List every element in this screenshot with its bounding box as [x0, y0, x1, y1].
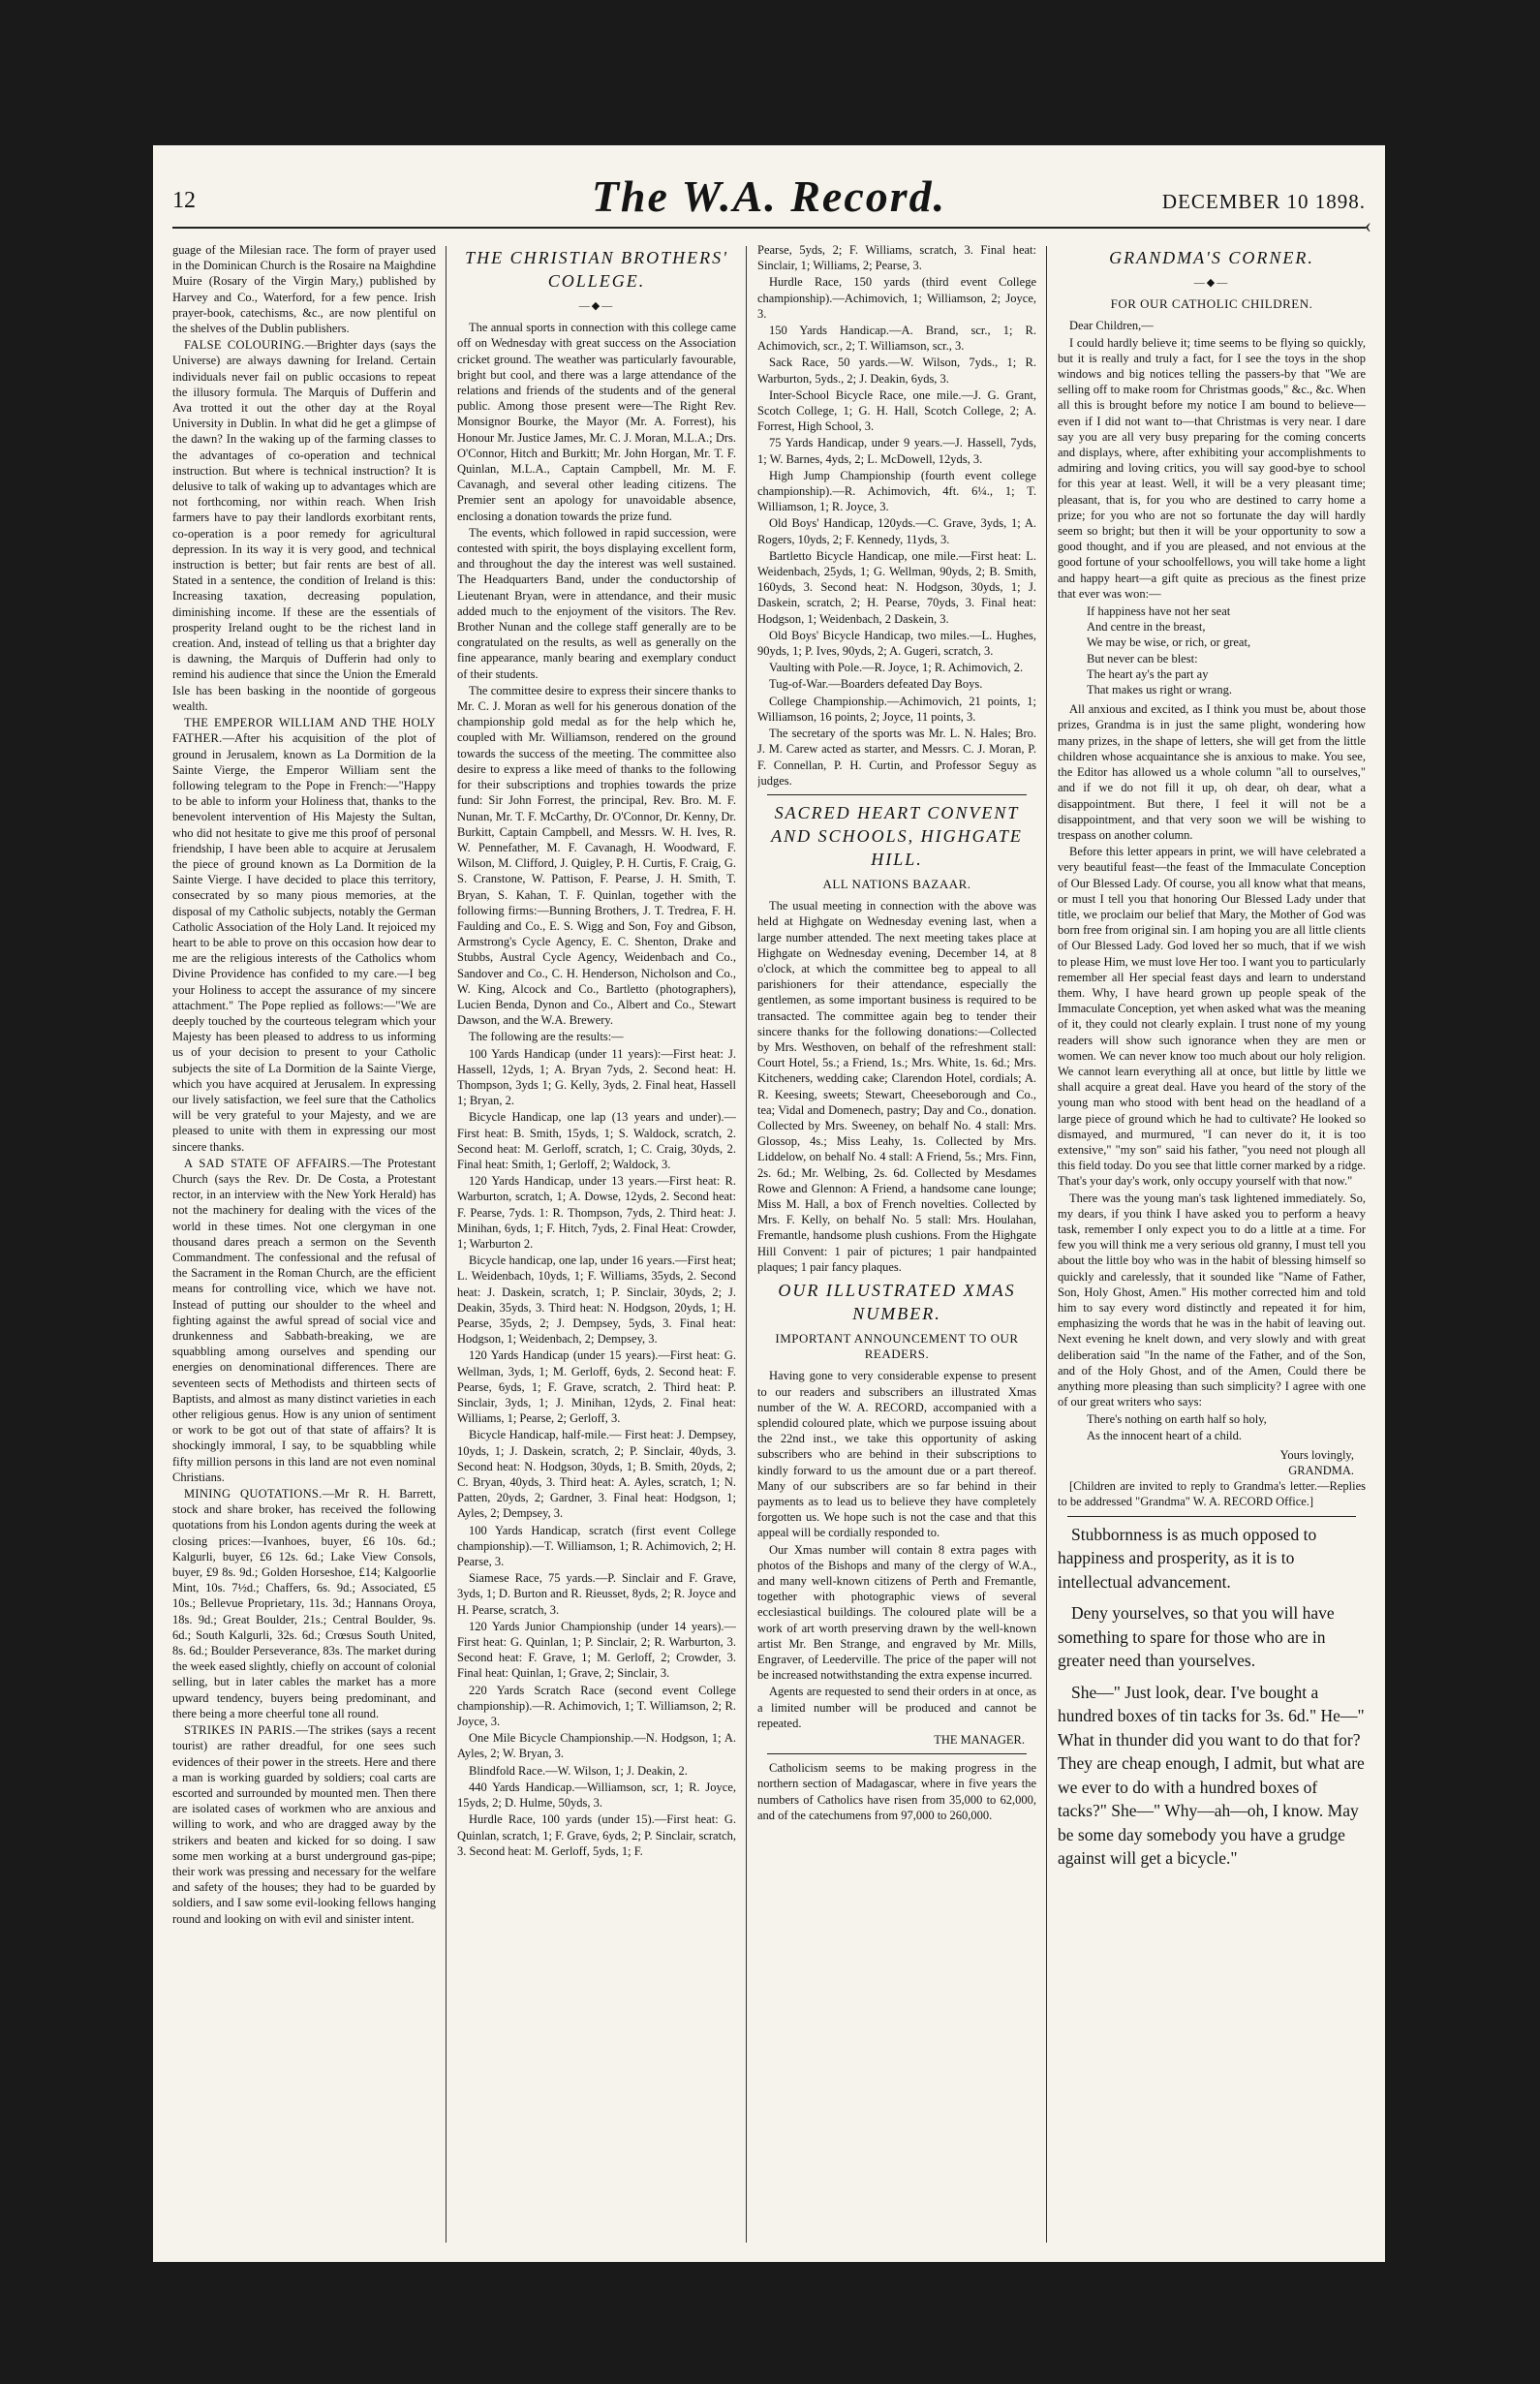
paragraph: Hurdle Race, 150 yards (third event College championship).—Achimovich, 1; Williamson, 2; Joyce, 3.	[757, 275, 1036, 321]
paragraph: guage of the Milesian race. The form of prayer used in the Dominican Church is the Rosaire na Maighdine Muire (Rosary of the Virgin Mary,) published by Harvey and Co., Waterford, for a few pence. Irish prayer-book, catechisms, &c., are now plentiful on the shelves of the Dublin publishers.	[172, 243, 436, 336]
paragraph: High Jump Championship (fourth event college championship).—R. Achimovich, 4ft. 6¼., 1; T. Williamson, 1; R. Joyce, 3.	[757, 468, 1036, 514]
paragraph-lead: A SAD STATE OF AFFAIRS.	[184, 1156, 351, 1170]
paragraph: Blindfold Race.—W. Wilson, 1; J. Deakin, 2.	[469, 1763, 688, 1778]
paragraph: The usual meeting in connection with the above was held at Highgate on Wednesday evening last, when a large number attended. The next meeting takes place at Highgate on Wednesday evening, December 14, at 8 o'clock, at which the committee beg to appeal to all parishioners for their attendance, especially the gentlemen, as some important business is required to be transacted. The committee again beg to tender their sincere thanks for the following donations:—Collected by Mrs. Westhoven, on behalf of the refreshment stall: Court Hotel, 5s.; a Friend, 1s.; Mrs. White, 1s. 6d.; Mrs. Kitcheners, wedding cake; Clarendon Hotel, cordials; A. R. Keesing, sweets; Stewart, Cheeseborough and Co., tea; Vidal and Domenech, pastry; Day and Co., donation. Collected by Mrs. Sweeney, on behalf No. 4 stall: Mrs. Glossop, 4s.; Miss Leahy, 1s. Collected by Mrs. Liddelow, on behalf No. 4 stall: A Friend, 5s.; Mrs. Finn, 2s. 6d.; Mr. Welbing, 2s. 6d. Collected by Mesdames Rowe and Glennon: A Friend, a handsome cane lounge; Miss M. Hall, a box of French novelties. Collected by Mrs. F. Kelly, on behalf No. 5 stall: Mrs. Houlahan, Fremantle, handsome plush cushions. From the Highgate Hill Convent: 1 pair of pictures; 1 pair handpainted plaques; 1 pair fancy plaques.	[757, 899, 1036, 1274]
paragraph: Pearse, 5yds, 2; F. Williams, scratch, 3. Final heat: Sinclair, 1; Williams, 2; Pearse, 3.	[757, 243, 1036, 273]
paragraph: Inter-School Bicycle Race, one mile.—J. G. Grant, Scotch College, 1; G. H. Hall, Scotch College, 2; A. Forrest, High School, 3.	[757, 387, 1036, 434]
paragraph-body: —The strikes (says a recent tourist) are rather dreadful, for one sees such evidences of their power in the streets. Here and there a man is working guarded by soldiers; coal carts are escorted and surrounded by mounted men. Then there are isolated cases of workmen who are anxious and willing to work, and who are dragged away by the strikers and beaten and kicked for so doing. I saw some men working at a burst underground gas-pipe; their work was pressing and necessary for the welfare and safety of the houses; they had to be guarded by soldiers, and I saw some evil-looking fellows hanging round and looking on with evil and sinister intent.	[172, 1723, 436, 1926]
paragraph: Bicycle handicap, one lap, under 16 years.—First heat; L. Weidenbach, 10yds, 1; F. Williams, 35yds, 2. Second heat: J. Daskein, scratch, 1; P. Sinclair, 30yds, 2; J. Deakin, 35yds, 3. Third heat: N. Hodgson, 20yds, 1; H. Pearse, 35yds, 2; J. Dempsey, 5yds, 3. Final heat: Hodgson, 1; Weidenbach, 2; Dempsey, 3.	[457, 1254, 736, 1347]
article-title: SACRED HEART CONVENT AND SCHOOLS, HIGHGATE HILL.	[771, 802, 1023, 869]
poem-line: The heart ay's the part ay	[1087, 666, 1209, 681]
paragraph: Bicycle Handicap, half-mile.— First heat: J. Dempsey, 10yds, 1; J. Daskein, scratch, 2; P. Sinclair, 40yds, 3. Second heat: N. Hodgson, 30yds, 1; B. Smith, 20yds, 2; C. Bryan, 40yds, 3. Third heat: A. Ayles, scratch, 1; N. Patten, 20yds, 2; Gardner, 3. Final heat: Hodgson, 1; Ayles, 2; Dempsey, 3.	[457, 1428, 736, 1521]
paragraph: Tug-of-War.—Boarders defeated Day Boys.	[769, 677, 983, 692]
ornament: —◆—	[578, 300, 615, 312]
paragraph: Hurdle Race, 100 yards (under 15).—First heat: G. Quinlan, scratch, 1; F. Grave, 6yds, 2; P. Sinclair, scratch, 3. Second heat: M. Gerloff, 5yds, 1; F.	[457, 1812, 736, 1858]
quote	[1087, 1411, 1366, 1442]
paragraph: She—" Just look, dear. I've bought a hundred boxes of tin tacks for 3s. 6d." He—" What in thunder did you want to do that for? They are cheap enough, I admit, but what are we ever to do with a hundred boxes of tacks?" She—" Why—ah—oh, I know. May be some day somebody you have a grudge against will get a bicycle."	[1058, 1682, 1365, 1869]
section-divider	[767, 1753, 1027, 1754]
paragraph	[172, 337, 436, 714]
ornament: —◆—	[1193, 277, 1230, 289]
column-4	[1058, 242, 1366, 2245]
paragraph: College Championship.—Achimovich, 21 points, 1; Williamson, 16 points, 2; Joyce, 11 points, 3.	[757, 694, 1036, 724]
paragraph-body: —The Protestant Church (says the Rev. Dr. De Costa, a Protestant rector, in an interview with the New York Herald) has not the machinery for dealing with the vices of the world in these times. Not one clergyman in one thousand dares preach a sermon on the Seventh Commandment. The confessional and the refusal of the Sacrament in the Roman Church, are the efficient means for controlling vice, which we have not. Instead of putting our shoulder to the wheel and fighting against the awful spread of social vice and drunkenness and Sabbath-breaking, we are squabbling among ourselves and spending our energies on denominational differences. There are seventeen sects of Methodists and thirteen sects of Baptists, and almost as many distinct varieties in each other religious genus. How is any union of sentiment or work to be got out of that state of affairs? It is shockingly immoral, I say, to be squabbling while fifty million persons in this land are not even nominal Christians.	[172, 1156, 436, 1484]
paragraph: Agents are requested to send their orders in at once, as a limited number will be produced and cannot be repeated.	[757, 1685, 1036, 1730]
page-header	[172, 170, 1366, 229]
paragraph-lead: STRIKES IN PARIS.	[184, 1723, 296, 1738]
column-rule	[446, 246, 447, 2243]
paragraph: Deny yourselves, so that you will have something to spare for those who are in greater need than yourselves.	[1058, 1603, 1335, 1671]
paragraph: 120 Yards Junior Championship (under 14 years).—First heat: G. Quinlan, 1; P. Sinclair, 2; R. Warburton, 3. Second heat: F. Grave, 1; M. Gerloff, 2; Crowder, 3. Final heat: Quinlan, 1; Grave, 2; Sinclair, 3.	[457, 1619, 736, 1681]
paragraph: 75 Yards Handicap, under 9 years.—J. Hassell, 7yds, 1; W. Barnes, 4yds, 2; L. McDowell, 12yds, 3.	[757, 436, 1036, 466]
paragraph: The events, which followed in rapid succession, were contested with spirit, the boys displaying excellent form, and throughout the day the interest was well sustained. The Headquarters Band, under the conductorship of Lieutenant Bryan, were in attendance, and their music added much to the enjoyment of the visitors. The Rev. Brother Nunan and the college staff generally are to be congratulated on the results, as well as generally on the fine appearance, manly bearing and exemplary conduct of their students.	[457, 525, 736, 681]
large-type-block	[1058, 1523, 1366, 1871]
paragraph: 100 Yards Handicap (under 11 years):—First heat: J. Hassell, 12yds, 1; A. Bryan 7yds, 2. Second heat: H. Thompson, 3yds 1; G. Kelly, 3yds, 2. Final heat, Hassell 1; Bryan, 2.	[457, 1046, 736, 1108]
paragraph: Bartletto Bicycle Handicap, one mile.—First heat: L. Weidenbach, 25yds, 1; G. Wellman, 90yds, 2; B. Smith, 160yds, 3. Second heat: N. Hodgson, 30yds, 1; J. Daskein, scratch, 2; H. Pearse, 70yds, 3. Final heat: Hodgson, 1; Weidenbach, 2 Daskein, 3.	[757, 548, 1036, 626]
paragraph-lead: MINING QUOTATIONS.	[184, 1487, 323, 1502]
paragraph: Old Boys' Bicycle Handicap, two miles.—L. Hughes, 90yds, 1; P. Ives, 90yds, 2; A. Gugeri, scratch, 3.	[757, 628, 1036, 659]
paragraph: All anxious and excited, as I think you must be, about those prizes, Grandma is in just the same plight, wondering how many prizes, in the shape of letters, she will get from the little children whose acquaintance she is anxious to make. You see, the Editor has allowed us a whole column "all to ourselves," and if we do not fill it up, oh dear, oh dear, what a disappointment. But there, I feel it will not be a disappointment, and that very soon we will be wishing to trespass on another column.	[1058, 702, 1366, 842]
section-divider	[1067, 1516, 1356, 1517]
poem	[1087, 604, 1366, 697]
paragraph-body: —Brighter days (says the Universe) are always dawning for Ireland. Certain individuals never fail on public occasions to repeat the illusory formula. The Marquis of Dufferin and Ava trotted it out the other day at the Royal University in Dublin. In what did he get a glimpse of the dawn? In the waking up of the farming classes to the advantages of co-operation and technical instruction. But where is technical instruction? It is delusive to talk of waking up to advantages which are not forthcoming, nor within reach. When Irish farmers have to pay their landlords exorbitant rents, co-operation is a poor remedy for agricultural depression. In its way it is very good, and technical instruction is better; but fair rents are best of all. Stated in a sentence, the condition of Ireland is this: Increasing taxation, decreasing population, diminishing income. If these are the essentials of prosperity Ireland ought to be the richest land in creation. And, instead of telling us that a brighter day is dawning, the Marquis of Dufferin had only to remind his audience that since the Union the Emerald Isle has been basking in the noontide of gorgeous wealth.	[172, 338, 436, 713]
paragraph: 120 Yards Handicap, under 13 years.—First heat: R. Warburton, scratch, 1; A. Dowse, 12yds, 2. Second heat: F. Pearse, 7yds. 1: R. Thompson, 7yds, 2. Third heat: J. Minihan, 6yds, 1; F. Hitch, 7yds, 2. Final Heat: Crowder, 1; Warburton 2.	[457, 1174, 736, 1251]
paragraph: The annual sports in connection with this college came off on Wednesday with great success on the Association cricket ground. The weather was particularly favourable, bright but cool, and there was a large attendance of the relations and friends of the students and of the general public. Among those present were—The Right Rev. Monsignor Bourke, the Mayor (Mr. A. Forrest), his Honour Mr. Justice James, Mr. C. J. Moran, M.L.A.; Drs. O'Connor, Hitch and Burkitt; Mr. John Horgan, Mr. T. F. Quinlan, M.L.A., Captain Campbell, Mr. M. F. Cavanagh, and several other leading citizens. The Premier sent an apology for unavoidable absence, enclosing a donation towards the prize fund.	[457, 321, 736, 523]
closing: Yours lovingly,	[1279, 1447, 1354, 1462]
article-subtitle: ALL NATIONS BAZAAR.	[822, 876, 971, 891]
article-title: GRANDMA'S CORNER.	[1109, 248, 1314, 267]
signature: GRANDMA.	[1288, 1464, 1354, 1478]
paragraph: Bicycle Handicap, one lap (13 years and under).—First heat: B. Smith, 15yds, 1; S. Waldock, scratch, 2. Second heat: M. Gerloff, scratch, 1; C. Craig, 30yds, 2. Final heat: Smith, 1; Gerloff, 2; Waldock, 3.	[457, 1110, 736, 1171]
salutation: Dear Children,—	[1069, 319, 1154, 333]
paragraph: The secretary of the sports was Mr. L. N. Hales; Bro. J. M. Carew acted as starter, and Messrs. C. J. Moran, P. F. Connellan, P. H. Curtin, and Professor Seguy as judges.	[757, 727, 1036, 788]
column-rule	[1046, 246, 1047, 2243]
column-2	[457, 242, 736, 2245]
paragraph	[172, 1156, 436, 1485]
paragraph: Vaulting with Pole.—R. Joyce, 1; R. Achimovich, 2.	[769, 661, 1024, 675]
paragraph: Siamese Race, 75 yards.—P. Sinclair and F. Grave, 3yds, 1; D. Burton and R. Rieusset, 8yds, 2; R. Joyce and H. Pearse, scratch, 3.	[457, 1571, 736, 1617]
article-title: THE CHRISTIAN BROTHERS' COLLEGE.	[465, 248, 728, 291]
paragraph: 100 Yards Handicap, scratch (first event College championship).—T. Williamson, 1; R. Achimovich, 2; H. Pearse, 3.	[457, 1523, 736, 1569]
poem-line: That makes us right or wrang.	[1087, 683, 1232, 697]
article-title: OUR ILLUSTRATED XMAS NUMBER.	[778, 1280, 1016, 1323]
poem-line: We may be wise, or rich, or great,	[1087, 635, 1251, 650]
paragraph-lead: FALSE COLOURING.	[184, 338, 305, 353]
issue-date: DECEMBER 10 1898.	[1161, 190, 1366, 213]
margin-mark: ‹	[1364, 213, 1371, 237]
paragraph: I could hardly believe it; time seems to be flying so quickly, but it is really and truly a fact, for I see the toys in the shop windows and big notices telling the passers-by that "We are selling off to make room for Christmas goods," &c., &c. When all this is brought before my notice I am bound to believe—even if I did not want to—that Christmas is very near. I dare say you are all very busy preparing for the coming concerts and displays, where, after exhibiting your accomplishments to admiring and loving critics, you will say good-bye to school for this year at least. Well, it will be a very pleasant time; pleasant, that is, for you who are destined to carry home a prize; for you who are not so fortunate the day will hardly seem so bright; but then it will be your opportunity to sow a good thought, and if you are pleased, and not envious at the good fortune of your schoolfellows, you will take home a light and happy heart—a gift quite as precious as the finest prize that ever was won:—	[1058, 335, 1366, 601]
paragraph-body: —After his acquisition of the plot of ground in Jerusalem, known as La Dormition de la Sainte Vierge, the Emperor William sent the following telegram to the Pope in French:—"Happy to be able to inform your Holiness that, thanks to the benevolent intervention of His Majesty the Sultan, who did not hesitate to give me this proof of personal friendship, I have been able to acquire at Jerusalem the piece of ground known as La Dormition de la Sainte Vierge. I have decided to place this territory, consecrated by so many pious memories, at the disposal of my Catholic subjects, notably the German Catholic Association of the Holy Land. It rejoiced my heart to be able to prove on this occasion how dear to me are the religious interests of the Catholics whom Divine Providence has confided to my care.—I beg your Holiness to accept the assurance of my sincere attachment." The Pope replied as follows:—"We are deeply touched by the courteous telegram which your Majesty has been pleased to address to us informing us of your decision to present to your Catholic subjects the site of La Dormition de la Sainte Vierge, which you have acquired at Jerusalem. In expressing our lively satisfaction, we feel sure that the Catholics will be very grateful to your Majesty, and we are pleased to unite with them in expressing our most sincere thanks.	[172, 731, 436, 1154]
paragraph	[172, 1486, 436, 1721]
paragraph-body: —Mr R. H. Barrett, stock and share broker, has received the following quotations from his London agents during the week at closing prices:—Ivanhoes, buyer, £6 10s. 6d.; Kalgurli, buyer, £6 12s. 6d.; Lake View Consols, buyer, £9 8s. 9d.; Golden Horseshoe, £14; Kalgoorlie Mint, 10s. 7½d.; Chaffers, 6s. 9d.; Associated, £5 10s.; Bellevue Proprietary, 11s. 3d.; Hannans Oroya, 18s. 9d.; Great Boulder, 21s.; Central Boulder, 9s. 6d.; South Kalgurli, 32s. 6d.; Crœsus South United, 8s. 6d.; Boulder Perseverance, 83s. The market during the week eased slightly, chiefly on account of colonial selling, but in later cables the market has a more upward tendency, buyers being predominant, and there being a more cheerful tone all round.	[172, 1487, 436, 1720]
paragraph: 120 Yards Handicap (under 15 years).—First heat: G. Wellman, 3yds, 1; M. Gerloff, 6yds, 2. Second heat: F. Pearse, 6yds, 1; F. Grave, scratch, 2. Third heat: P. Sinclair, 3yds, 1; J. Minihan, 12yds, 2. Final heat: Williams, 1; Pearse, 2; Gerloff, 3.	[457, 1348, 736, 1426]
column-3	[757, 242, 1036, 2245]
paragraph-lead: THE EMPEROR WILLIAM AND THE HOLY FATHER.	[172, 716, 436, 746]
paragraph: Before this letter appears in print, we will have celebrated a very beautiful feast—the feast of the Immaculate Conception of Our Blessed Lady. Of course, you all know what that means, or must I tell you that honoring Our Blessed Lady under that title, we proclaim our belief that Mary, the Mother of God was born free from original sin. I am hoping you are all little clients of Our Blessed Lady. God loved her so much, that if we wish to please Him, we must love Her too. I want you to particularly remember all Her special feast days and learn to understand them. Why, I have heard grown up people speak of the Immaculate Conception, yet when asked what was the meaning of it, they could not clearly explain. I trust none of my young readers will show such ignorance when they are men or women. We can never know too much about our holy religion. We cannot learn everything all at once, but little by little we shall acquire a great deal. Have you heard of the story of the young man who stood with bent head on the headland of a large piece of ground which he had to cultivate? He looked so dismayed, and murmured, "I can never do it, it is too extensive," "my son" said his father, "you need not plough all this field today. Do you see that little corner marked by a ridge. That's your day's work, only occupy yourself with that now."	[1058, 845, 1366, 1189]
paragraph: The committee desire to express their sincere thanks to Mr. C. J. Moran as well for his generous donation of the championship gold medal as for the help which he, coupled with Mr. Williamson, rendered on the ground towards the success of the meeting. The committee also desire to express a like meed of thanks to the following for their subscriptions and trophies towards the prize fund: Sir John Forrest, the principal, Rev. Bro. M. F. Nunan, Mr. T. F. McCarthy, Dr. O'Connor, Dr. Kenny, Dr. Burkitt, Captain Campbell, and Messrs. W. H. Ives, R. W. Pennefather, M. F. Cavanagh, H. Woodward, F. Wilson, M. Clifford, J. Quigley, P. H. Curtis, F. Craig, G. S. Cranstone, W. Pattison, F. Pearse, J. H. Smith, T. Bryan, S. Kahan, T. F. Quinlan, together with the following firms:—Bunning Brothers, J. T. Tredrea, F. H. Faulding and Co., E. S. Wigg and Son, Foy and Gibson, Armstrong's Cycle Agency, E. C. Shenton, Drake and Stubbs, Austral Cycle Agency, Weidenbach and Co., Sandover and Co., C. H. Henderson, Nicholson and Co., W. King, Alcock and Co., Bartletto (photographers), Lucien Benda, Dynon and Co., Albert and Co., Stewart Dawson, and the W.A. Brewery.	[457, 683, 736, 1028]
page-number: 12	[172, 188, 196, 213]
paragraph	[172, 715, 436, 1155]
paragraph: Having gone to very considerable expense to present to our readers and subscribers an illustrated Xmas number of the W. A. RECORD, accompanied with a splendid coloured plate, which we purpose issuing about the 22nd inst., we take this opportunity of asking subscribers who are behind in their subscriptions to kindly forward to us the amount due or a part thereof. Many of our subscribers are so far behind in their payments as to lead us to believe they have completely forgotten us. We hope such is not the case and that this appeal will be cordially responded to.	[757, 1369, 1036, 1540]
paragraph: Sack Race, 50 yards.—W. Wilson, 7yds., 1; R. Warburton, 5yds., 2; J. Deakin, 6yds, 3.	[757, 356, 1036, 386]
paragraph: Catholicism seems to be making progress in the northern section of Madagascar, where in five years the numbers of Catholics have risen from 35,000 to 62,000, and of the catechumens from 97,000 to 260,000.	[757, 1761, 1036, 1822]
poem-line: If happiness have not her seat	[1087, 604, 1231, 619]
column-rule	[746, 246, 747, 2243]
newspaper-page	[153, 145, 1385, 2262]
paragraph: The following are the results:—	[469, 1030, 624, 1044]
paragraph: 440 Yards Handicap.—Williamson, scr, 1; R. Joyce, 15yds, 2; D. Hulme, 50yds, 3.	[457, 1780, 736, 1811]
paragraph: 220 Yards Scratch Race (second event College championship).—R. Achimovich, 1; T. Williamson, 2; R. Joyce, 3.	[457, 1683, 736, 1729]
paragraph: One Mile Bicycle Championship.—N. Hodgson, 1; A. Ayles, 2; W. Bryan, 3.	[457, 1731, 736, 1761]
paragraph: There was the young man's task lightened immediately. So, my dears, if you think I have asked you to perform a heavy task, remember I only expect you to do a little at a time. For few you will think me a very serious old granny, I must tell you about the little boy who was in the habit of blessing himself so quickly and carelessly, that it sounded like "Name of Father, Son, Holy Ghost, Amen." His mother corrected him and told him to say every word distinctly and repeated it for him, emphasizing the words that he was in the habit of leaving out. Next evening he knelt down, and very slowly and with great deliberation said "In the name of the Father, and of the Son, and of the Holy Ghost, and of the Amen, Could there be anything more pleasing than such simplicity? I agree with one of our great writers who says:	[1058, 1191, 1366, 1409]
poem-line: But never can be blest:	[1087, 651, 1198, 666]
quote-line: As the innocent heart of a child.	[1087, 1428, 1243, 1442]
section-divider	[767, 794, 1027, 795]
paragraph: Stubbornness is as much opposed to happiness and prosperity, as it is to intellectual advancement.	[1058, 1524, 1317, 1592]
editor-note: [Children are invited to reply to Grandma's letter.—Replies to be addressed "Grandma" W. A. RECORD Office.]	[1058, 1479, 1366, 1509]
article-subtitle: FOR OUR CATHOLIC CHILDREN.	[1110, 296, 1313, 312]
paragraph: Old Boys' Handicap, 120yds.—C. Grave, 3yds, 1; A. Rogers, 10yds, 2; F. Kennedy, 11yds, 3.	[757, 516, 1036, 546]
masthead: The W.A. Record.	[591, 171, 947, 221]
poem-line: And centre in the breast,	[1087, 620, 1206, 635]
paragraph: 150 Yards Handicap.—A. Brand, scr., 1; R. Achimovich, scr., 2; T. Williamson, scr., 3.	[757, 324, 1036, 354]
signoff: THE MANAGER.	[934, 1733, 1025, 1748]
article-subtitle: IMPORTANT ANNOUNCEMENT TO OUR READERS.	[775, 1330, 1019, 1362]
paragraph	[172, 1722, 436, 1927]
column-1	[172, 242, 436, 2245]
quote-line: There's nothing on earth half so holy,	[1087, 1412, 1267, 1427]
paragraph: Our Xmas number will contain 8 extra pages with photos of the Bishops and many of the clergy of W.A., and many well-known citizens of Perth and Fremantle, together with photographic views of several ecclesiastical buildings. The coloured plate will be a work of art worth preserving drawn by the well-known artist Mr. Ben Strange, and engraved by Mr. Mills, Engraver, of Leederville. The price of the paper will not be increased notwithstanding the extra expense incurred.	[757, 1542, 1036, 1683]
